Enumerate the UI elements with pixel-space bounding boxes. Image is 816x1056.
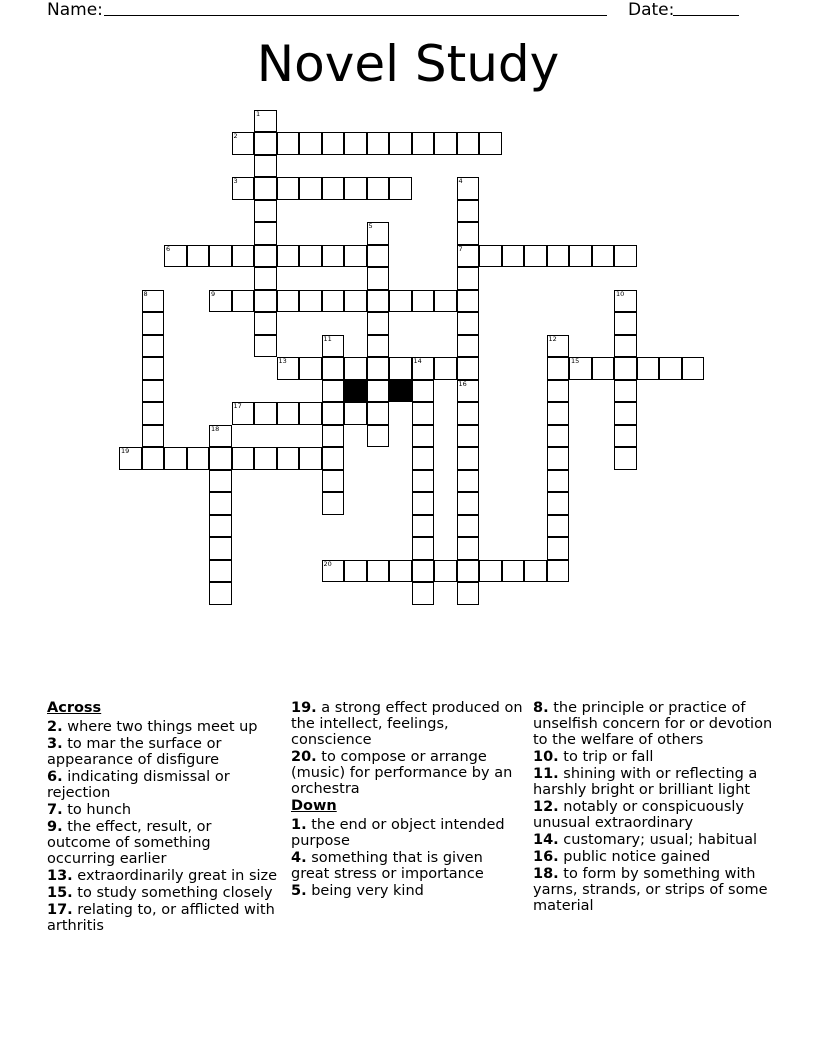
grid-cell[interactable] bbox=[412, 425, 435, 448]
grid-cell[interactable] bbox=[502, 245, 525, 268]
grid-cell[interactable] bbox=[659, 357, 682, 380]
grid-cell[interactable] bbox=[232, 132, 255, 155]
grid-cell[interactable] bbox=[232, 177, 255, 200]
grid-cell[interactable] bbox=[614, 335, 637, 358]
grid-cell[interactable] bbox=[344, 245, 367, 268]
clue-number: 9. bbox=[47, 819, 63, 835]
clue-number: 17. bbox=[47, 902, 73, 918]
clue-number: 6 bbox=[166, 244, 171, 253]
grid-cell[interactable] bbox=[614, 290, 637, 313]
grid-cell[interactable] bbox=[299, 177, 322, 200]
grid-cell[interactable] bbox=[367, 560, 390, 583]
grid-cell[interactable] bbox=[434, 290, 457, 313]
grid-cell[interactable] bbox=[569, 357, 592, 380]
grid-cell[interactable] bbox=[254, 110, 277, 133]
grid-cell[interactable] bbox=[457, 380, 480, 403]
grid-cell[interactable] bbox=[299, 357, 322, 380]
page-title: Novel Study bbox=[256, 35, 560, 93]
grid-cell[interactable] bbox=[614, 380, 637, 403]
grid-cell[interactable] bbox=[209, 582, 232, 605]
clue-number: 12. bbox=[533, 799, 559, 815]
clue-number: 20. bbox=[291, 749, 317, 765]
clue-number: 11. bbox=[533, 766, 559, 782]
grid-cell[interactable] bbox=[547, 560, 570, 583]
clue-number: 13. bbox=[47, 868, 73, 884]
grid-cell[interactable] bbox=[254, 267, 277, 290]
grid-cell[interactable] bbox=[142, 290, 165, 313]
grid-cell[interactable] bbox=[322, 492, 345, 515]
clue-text: public notice gained bbox=[558, 849, 711, 865]
grid-cell[interactable] bbox=[457, 515, 480, 538]
clue-item bbox=[291, 850, 523, 882]
clue-item bbox=[47, 769, 279, 801]
grid-cell[interactable] bbox=[232, 447, 255, 470]
grid-cell[interactable] bbox=[457, 447, 480, 470]
clue-number: 10 bbox=[616, 289, 625, 298]
grid-cell[interactable] bbox=[434, 357, 457, 380]
clue-text: to trip or fall bbox=[558, 749, 654, 765]
grid-cell[interactable] bbox=[479, 560, 502, 583]
across-clue-list bbox=[291, 700, 523, 797]
grid-cell[interactable] bbox=[457, 245, 480, 268]
grid-cell[interactable] bbox=[322, 335, 345, 358]
clue-item bbox=[533, 866, 773, 914]
clue-number: 18. bbox=[533, 866, 559, 882]
clue-text: the end or object intended purpose bbox=[291, 817, 505, 849]
grid-cell[interactable] bbox=[254, 245, 277, 268]
grid-cell[interactable] bbox=[547, 357, 570, 380]
clue-number: 16 bbox=[458, 379, 467, 388]
grid-cell[interactable] bbox=[547, 380, 570, 403]
grid-cell[interactable] bbox=[367, 245, 390, 268]
grid-cell[interactable] bbox=[299, 245, 322, 268]
clue-item bbox=[47, 719, 279, 735]
grid-cell[interactable] bbox=[457, 537, 480, 560]
grid-cell[interactable] bbox=[254, 447, 277, 470]
grid-cell[interactable] bbox=[254, 132, 277, 155]
clue-item bbox=[533, 832, 773, 848]
grid-cell[interactable] bbox=[232, 402, 255, 425]
grid-cell[interactable] bbox=[209, 245, 232, 268]
grid-cell[interactable] bbox=[412, 357, 435, 380]
grid-cell[interactable] bbox=[457, 582, 480, 605]
clue-number: 20 bbox=[323, 559, 332, 568]
grid-cell[interactable] bbox=[412, 470, 435, 493]
grid-cell[interactable] bbox=[457, 425, 480, 448]
clue-text: to study something closely bbox=[72, 885, 273, 901]
grid-cell[interactable] bbox=[322, 177, 345, 200]
grid-cell[interactable] bbox=[457, 177, 480, 200]
down-heading: Down bbox=[291, 798, 337, 814]
grid-cell[interactable] bbox=[277, 447, 300, 470]
clue-number: 11 bbox=[323, 334, 332, 343]
grid-cell[interactable] bbox=[164, 447, 187, 470]
clue-text: a strong effect produced on the intellect, feelings, conscience bbox=[291, 700, 523, 748]
clue-number: 15. bbox=[47, 885, 73, 901]
clue-text: indicating dismissal or rejection bbox=[47, 769, 230, 801]
grid-cell[interactable] bbox=[277, 132, 300, 155]
grid-cell[interactable] bbox=[367, 290, 390, 313]
grid-cell[interactable] bbox=[344, 357, 367, 380]
clue-item bbox=[291, 749, 523, 797]
grid-cell[interactable] bbox=[614, 402, 637, 425]
grid-cell[interactable] bbox=[299, 402, 322, 425]
across-clue-list bbox=[47, 719, 279, 934]
grid-cell[interactable] bbox=[277, 245, 300, 268]
grid-cell[interactable] bbox=[479, 245, 502, 268]
grid-cell[interactable] bbox=[142, 402, 165, 425]
clue-number: 19. bbox=[291, 700, 317, 716]
grid-cell[interactable] bbox=[344, 290, 367, 313]
clues-column-1 bbox=[47, 700, 279, 935]
grid-cell[interactable] bbox=[209, 515, 232, 538]
grid-cell[interactable] bbox=[232, 290, 255, 313]
grid-cell[interactable] bbox=[164, 245, 187, 268]
grid-cell[interactable] bbox=[457, 200, 480, 223]
grid-cell[interactable] bbox=[254, 335, 277, 358]
grid-cell[interactable] bbox=[547, 425, 570, 448]
clue-item bbox=[533, 700, 773, 748]
grid-cell[interactable] bbox=[457, 470, 480, 493]
grid-cell[interactable] bbox=[367, 132, 390, 155]
clue-number: 3 bbox=[233, 177, 238, 185]
grid-cell[interactable] bbox=[344, 132, 367, 155]
grid-cell[interactable] bbox=[457, 312, 480, 335]
grid-cell[interactable] bbox=[547, 245, 570, 268]
grid-cell[interactable] bbox=[457, 492, 480, 515]
clues-column-3 bbox=[533, 700, 773, 915]
grid-cell[interactable] bbox=[434, 560, 457, 583]
clue-number: 14 bbox=[413, 357, 422, 365]
grid-cell[interactable] bbox=[367, 312, 390, 335]
clue-item bbox=[47, 802, 279, 818]
grid-cell[interactable] bbox=[412, 537, 435, 560]
grid-cell[interactable] bbox=[322, 402, 345, 425]
grid-cell[interactable] bbox=[142, 312, 165, 335]
grid-cell[interactable] bbox=[502, 560, 525, 583]
grid-cell[interactable] bbox=[457, 222, 480, 245]
clue-item bbox=[47, 868, 279, 884]
grid-cell[interactable] bbox=[367, 357, 390, 380]
clue-item bbox=[533, 749, 773, 765]
clue-text: something that is given great stress or importance bbox=[291, 850, 484, 882]
clue-number: 7 bbox=[458, 244, 463, 253]
down-clue-list bbox=[291, 817, 523, 899]
grid-cell[interactable] bbox=[254, 222, 277, 245]
grid-cell[interactable] bbox=[187, 245, 210, 268]
grid-cell[interactable] bbox=[209, 537, 232, 560]
grid-cell[interactable] bbox=[547, 515, 570, 538]
grid-cell[interactable] bbox=[592, 245, 615, 268]
across-heading: Across bbox=[47, 700, 102, 716]
grid-cell[interactable] bbox=[142, 425, 165, 448]
grid-cell[interactable] bbox=[209, 290, 232, 313]
grid-cell[interactable] bbox=[614, 312, 637, 335]
clue-number: 14. bbox=[533, 832, 559, 848]
clue-item bbox=[533, 799, 773, 831]
grid-cell[interactable] bbox=[614, 357, 637, 380]
grid-cell[interactable] bbox=[322, 447, 345, 470]
clue-number: 4. bbox=[291, 850, 307, 866]
grid-cell[interactable] bbox=[389, 132, 412, 155]
grid-cell[interactable] bbox=[344, 402, 367, 425]
clue-text: customary; usual; habitual bbox=[558, 832, 758, 848]
clue-text: the effect, result, or outcome of something occurring earlier bbox=[47, 819, 212, 867]
grid-cell[interactable] bbox=[322, 470, 345, 493]
grid-cell[interactable] bbox=[299, 132, 322, 155]
grid-cell[interactable] bbox=[299, 290, 322, 313]
grid-cell[interactable] bbox=[322, 290, 345, 313]
clue-number: 4 bbox=[458, 177, 463, 185]
grid-cell[interactable] bbox=[142, 335, 165, 358]
grid-cell[interactable] bbox=[254, 312, 277, 335]
grid-cell[interactable] bbox=[209, 470, 232, 493]
grid-cell[interactable] bbox=[412, 582, 435, 605]
grid-cell[interactable] bbox=[209, 560, 232, 583]
clue-number: 1. bbox=[291, 817, 307, 833]
grid-cell[interactable] bbox=[412, 447, 435, 470]
clue-text: the principle or practice of unselfish concern for or devotion to the welfare of others bbox=[533, 700, 773, 748]
clue-number: 2 bbox=[233, 132, 238, 140]
grid-cell[interactable] bbox=[547, 492, 570, 515]
clue-text: notably or conspicuously unusual extraordinary bbox=[533, 799, 745, 831]
clue-text: extraordinarily great in size bbox=[72, 868, 278, 884]
grid-cell[interactable] bbox=[479, 132, 502, 155]
clue-text: to form by something with yarns, strands, or strips of some material bbox=[533, 866, 768, 914]
grid-cell[interactable] bbox=[412, 492, 435, 515]
grid-cell[interactable] bbox=[389, 357, 412, 380]
clue-text: to compose or arrange (music) for performance by an orchestra bbox=[291, 749, 513, 797]
grid-cell[interactable] bbox=[344, 560, 367, 583]
clue-number: 8. bbox=[533, 700, 549, 716]
grid-cell[interactable] bbox=[209, 425, 232, 448]
clue-number: 6. bbox=[47, 769, 63, 785]
grid-cell[interactable] bbox=[457, 267, 480, 290]
grid-cell[interactable] bbox=[682, 357, 705, 380]
clue-number: 16. bbox=[533, 849, 559, 865]
grid-cell[interactable] bbox=[322, 357, 345, 380]
grid-cell[interactable] bbox=[209, 447, 232, 470]
grid-cell[interactable] bbox=[457, 335, 480, 358]
clue-number: 18 bbox=[211, 424, 220, 433]
grid-cell[interactable] bbox=[232, 245, 255, 268]
grid-cell[interactable] bbox=[322, 132, 345, 155]
clue-number: 2. bbox=[47, 719, 63, 735]
clue-text: where two things meet up bbox=[62, 719, 258, 735]
grid-cell[interactable] bbox=[367, 402, 390, 425]
clue-text: to hunch bbox=[62, 802, 132, 818]
clue-item bbox=[47, 819, 279, 867]
grid-cell[interactable] bbox=[524, 245, 547, 268]
clue-number: 3. bbox=[47, 736, 63, 752]
clue-text: to mar the surface or appearance of disfigure bbox=[47, 736, 222, 768]
grid-cell[interactable] bbox=[254, 177, 277, 200]
grid-cell[interactable] bbox=[412, 560, 435, 583]
grid-cell[interactable] bbox=[614, 425, 637, 448]
grid-cell[interactable] bbox=[367, 177, 390, 200]
grid-cell[interactable] bbox=[412, 515, 435, 538]
grid-cell[interactable] bbox=[367, 335, 390, 358]
grid-cell[interactable] bbox=[547, 447, 570, 470]
grid-cell[interactable] bbox=[457, 402, 480, 425]
grid-cell[interactable] bbox=[367, 222, 390, 245]
grid-cell[interactable] bbox=[547, 335, 570, 358]
clue-number: 5 bbox=[368, 222, 373, 230]
clue-item bbox=[291, 817, 523, 849]
grid-cell[interactable] bbox=[547, 537, 570, 560]
clue-number: 10. bbox=[533, 749, 559, 765]
grid-cell[interactable] bbox=[367, 267, 390, 290]
grid-cell[interactable] bbox=[142, 357, 165, 380]
date-label: Date: bbox=[628, 0, 675, 20]
clue-item bbox=[291, 700, 523, 748]
clue-item bbox=[291, 883, 523, 899]
grid-cell[interactable] bbox=[614, 245, 637, 268]
clue-number: 15 bbox=[571, 357, 580, 365]
grid-cell[interactable] bbox=[457, 357, 480, 380]
black-cell bbox=[344, 380, 367, 403]
grid-cell[interactable] bbox=[412, 402, 435, 425]
grid-cell[interactable] bbox=[344, 177, 367, 200]
grid-cell[interactable] bbox=[277, 357, 300, 380]
grid-cell[interactable] bbox=[637, 357, 660, 380]
clue-text: relating to, or afflicted with arthritis bbox=[47, 902, 275, 934]
grid-cell[interactable] bbox=[434, 132, 457, 155]
grid-cell[interactable] bbox=[322, 380, 345, 403]
grid-cell[interactable] bbox=[187, 447, 210, 470]
grid-cell[interactable] bbox=[254, 155, 277, 178]
clue-number: 1 bbox=[256, 109, 261, 118]
clue-number: 12 bbox=[548, 334, 557, 343]
grid-cell[interactable] bbox=[322, 425, 345, 448]
grid-cell[interactable] bbox=[457, 132, 480, 155]
clue-number: 7. bbox=[47, 802, 63, 818]
grid-cell[interactable] bbox=[389, 177, 412, 200]
clue-number: 13 bbox=[278, 357, 287, 365]
clue-number: 19 bbox=[121, 447, 130, 455]
grid-cell[interactable] bbox=[254, 402, 277, 425]
clue-item bbox=[533, 849, 773, 865]
clue-item bbox=[533, 766, 773, 798]
grid-cell[interactable] bbox=[367, 380, 390, 403]
clues-column-2 bbox=[291, 700, 523, 900]
grid-cell[interactable] bbox=[614, 447, 637, 470]
grid-cell[interactable] bbox=[592, 357, 615, 380]
grid-cell[interactable] bbox=[119, 447, 142, 470]
grid-cell[interactable] bbox=[322, 560, 345, 583]
down-clue-list bbox=[533, 700, 773, 914]
grid-cell[interactable] bbox=[389, 560, 412, 583]
grid-cell[interactable] bbox=[277, 290, 300, 313]
clue-item bbox=[47, 902, 279, 934]
grid-cell[interactable] bbox=[209, 492, 232, 515]
grid-cell[interactable] bbox=[277, 402, 300, 425]
grid-cell[interactable] bbox=[277, 177, 300, 200]
grid-cell[interactable] bbox=[299, 447, 322, 470]
grid-cell[interactable] bbox=[254, 290, 277, 313]
grid-cell[interactable] bbox=[457, 290, 480, 313]
clue-text: being very kind bbox=[306, 883, 424, 899]
grid-cell[interactable] bbox=[254, 200, 277, 223]
clue-number: 5. bbox=[291, 883, 307, 899]
grid-cell[interactable] bbox=[524, 560, 547, 583]
grid-cell[interactable] bbox=[412, 380, 435, 403]
grid-cell[interactable] bbox=[322, 245, 345, 268]
grid-cell[interactable] bbox=[389, 290, 412, 313]
clue-item bbox=[47, 736, 279, 768]
grid-cell[interactable] bbox=[367, 425, 390, 448]
grid-cell[interactable] bbox=[547, 470, 570, 493]
grid-cell[interactable] bbox=[457, 560, 480, 583]
clue-text: shining with or reflecting a harshly bright or brilliant light bbox=[533, 766, 758, 798]
clue-item bbox=[47, 885, 279, 901]
grid-cell[interactable] bbox=[569, 245, 592, 268]
grid-cell[interactable] bbox=[142, 447, 165, 470]
clue-number: 17 bbox=[233, 402, 242, 410]
clue-number: 9 bbox=[211, 289, 216, 298]
grid-cell[interactable] bbox=[412, 290, 435, 313]
grid-cell[interactable] bbox=[412, 132, 435, 155]
clue-number: 8 bbox=[143, 289, 148, 298]
grid-cell[interactable] bbox=[547, 402, 570, 425]
grid-cell[interactable] bbox=[142, 380, 165, 403]
name-label: Name: bbox=[47, 0, 103, 20]
black-cell bbox=[389, 380, 412, 403]
